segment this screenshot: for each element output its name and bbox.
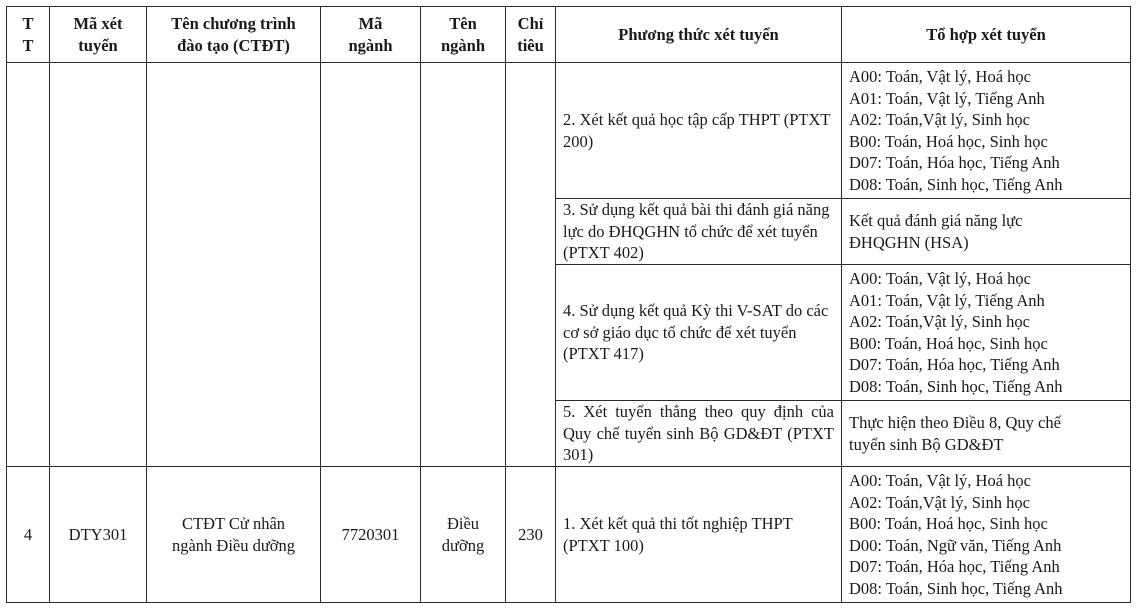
method-cell: 3. Sử dụng kết quả bài thi đánh giá năng lực do ĐHQGHN tổ chức để xét tuyển (PTXT 402) xyxy=(556,199,842,265)
combo-item: A02: Toán,Vật lý, Sinh học xyxy=(849,492,1030,512)
combo-item: D07: Toán, Hóa học, Tiếng Anh xyxy=(849,355,1060,374)
header-to-hop: Tổ hợp xét tuyển xyxy=(842,7,1131,63)
cell-ten-chuong-trinh-empty xyxy=(147,63,321,467)
header-tt: T T xyxy=(7,7,50,63)
header-chi-tieu: Chỉ tiêu xyxy=(506,7,556,63)
combo-item: A00: Toán, Vật lý, Hoá học xyxy=(849,269,1031,288)
header-phuong-thuc: Phương thức xét tuyển xyxy=(556,7,842,63)
cell-ma-nganh-empty xyxy=(321,63,421,467)
combo-item: A00: Toán, Vật lý, Hoá học xyxy=(849,67,1031,86)
combo-cell xyxy=(842,401,1131,467)
combo-item: A01: Toán, Vật lý, Tiếng Anh xyxy=(849,290,1045,310)
combo-cell xyxy=(842,63,1131,199)
cell-ten-nganh-empty xyxy=(421,63,506,467)
cell-tt-empty xyxy=(7,63,50,467)
combo-item: D08: Toán, Sinh học, Tiếng Anh xyxy=(849,376,1063,396)
table-row xyxy=(7,63,1131,199)
header-ma-nganh: Mã ngành xyxy=(321,7,421,63)
combo-item: Kết quả đánh giá năng lực xyxy=(849,211,1023,230)
cell-ma-xet-tuyen-empty xyxy=(50,63,147,467)
combo-cell xyxy=(842,265,1131,401)
combo-item: D07: Toán, Hóa học, Tiếng Anh xyxy=(849,153,1060,172)
header-ten-chuong-trinh: Tên chương trình đào tạo (CTĐT) xyxy=(147,7,321,63)
combo-item: B00: Toán, Hoá học, Sinh học xyxy=(849,514,1048,533)
method-cell: 1. Xét kết quả thi tốt nghiệp THPT (PTXT 100) xyxy=(556,467,842,603)
combo-item: A02: Toán,Vật lý, Sinh học xyxy=(849,312,1030,331)
combo-item: tuyển sinh Bộ GD&ĐT xyxy=(849,434,1004,454)
combo-item: A02: Toán,Vật lý, Sinh học xyxy=(849,110,1030,129)
cell-chi-tieu-empty xyxy=(506,63,556,467)
combo-item: B00: Toán, Hoá học, Sinh học xyxy=(849,333,1048,353)
cell-ten-chuong-trinh: CTĐT Cử nhân ngành Điều dưỡng xyxy=(147,467,321,603)
combo-item: A01: Toán, Vật lý, Tiếng Anh xyxy=(849,88,1045,108)
combo-item: Thực hiện theo Điều 8, Quy chế xyxy=(849,413,1061,432)
admission-table xyxy=(6,6,1131,603)
combo-cell xyxy=(842,199,1131,265)
combo-item: D08: Toán, Sinh học, Tiếng Anh xyxy=(849,174,1063,194)
cell-ma-xet-tuyen: DTY301 xyxy=(50,467,147,603)
combo-item: A00: Toán, Vật lý, Hoá học xyxy=(849,471,1031,490)
table-row xyxy=(7,467,1131,603)
combo-item: D07: Toán, Hóa học, Tiếng Anh xyxy=(849,557,1060,576)
header-ma-xet-tuyen: Mã xét tuyển xyxy=(50,7,147,63)
header-ten-nganh: Tên ngành xyxy=(421,7,506,63)
combo-item: ĐHQGHN (HSA) xyxy=(849,232,969,252)
method-cell: 2. Xét kết quả học tập cấp THPT (PTXT 200) xyxy=(556,63,842,199)
cell-tt: 4 xyxy=(7,467,50,603)
combo-item: D08: Toán, Sinh học, Tiếng Anh xyxy=(849,578,1063,598)
method-cell: 4. Sử dụng kết quả Kỳ thi V-SAT do các cơ sở giáo dục tổ chức để xét tuyển (PTXT 417) xyxy=(556,265,842,401)
combo-item: B00: Toán, Hoá học, Sinh học xyxy=(849,131,1048,151)
combo-cell xyxy=(842,467,1131,603)
cell-ten-nganh: Điều dưỡng xyxy=(421,467,506,603)
header-row xyxy=(7,7,1131,63)
combo-item: D00: Toán, Ngữ văn, Tiếng Anh xyxy=(849,535,1062,555)
cell-chi-tieu: 230 xyxy=(506,467,556,603)
cell-ma-nganh: 7720301 xyxy=(321,467,421,603)
method-cell: 5. Xét tuyển thẳng theo quy định của Quy chế tuyển sinh Bộ GD&ĐT (PTXT 301) xyxy=(556,401,842,467)
